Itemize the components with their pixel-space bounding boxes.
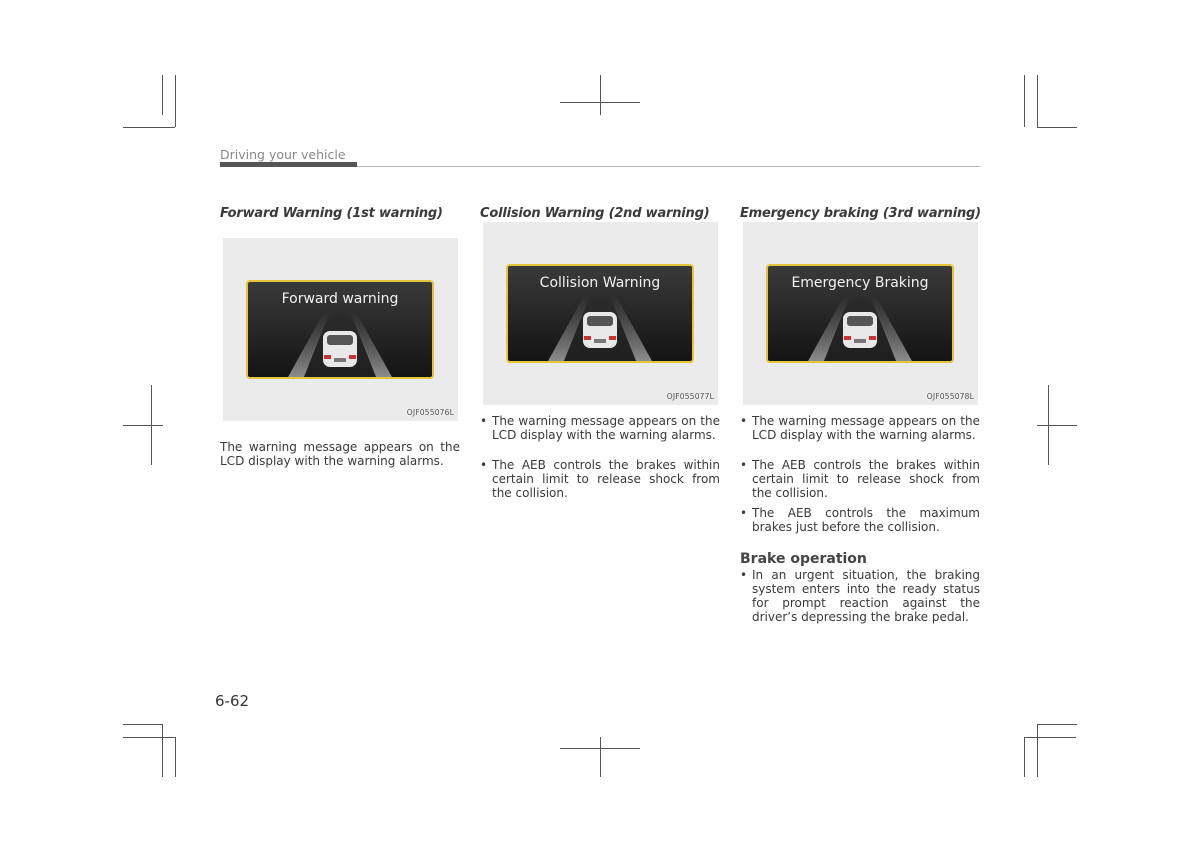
page-number: 6-62 xyxy=(215,692,250,710)
column-2-title: Collision Warning (2nd warning) xyxy=(480,206,710,221)
lcd-message: Emergency Braking xyxy=(791,275,929,291)
bullet-item: • The AEB controls the brakes within certain limit to release shock from the collision. xyxy=(480,458,720,500)
lcd-message: Forward warning xyxy=(281,291,399,307)
bullet-item: • The AEB controls the maximum brakes just before the collision. xyxy=(740,506,980,534)
car-lanes-icon xyxy=(768,266,952,361)
header-bar xyxy=(220,162,357,167)
car-lanes-icon xyxy=(508,266,692,361)
figure-forward-warning xyxy=(223,238,458,421)
bullet-item: • The warning message appears on the LCD display with the warning alarms. xyxy=(740,414,980,442)
car-lanes-icon xyxy=(248,282,432,377)
bullet-item: • The AEB controls the brakes within certain limit to release shock from the collision. xyxy=(740,458,980,500)
lcd-display xyxy=(506,264,694,363)
subheading-brake-operation: Brake operation xyxy=(740,551,867,567)
section-header: Driving your vehicle xyxy=(220,147,346,162)
figure-code: OJF055077L xyxy=(666,392,714,401)
paragraph-forward-warning: The warning message appears on the LCD display with the warning alarms. xyxy=(220,440,460,468)
column-3-title: Emergency braking (3rd warning) xyxy=(740,206,981,221)
column-1-title: Forward Warning (1st warning) xyxy=(220,206,443,221)
figure-emergency-braking xyxy=(743,222,978,405)
lcd-message: Collision Warning xyxy=(539,275,661,291)
figure-code: OJF055078L xyxy=(926,392,974,401)
bullet-item: • In an urgent situation, the braking system enters into the ready status for prompt reaction against the driver’s depressing the brake pedal. xyxy=(740,568,980,624)
figure-code: OJF055076L xyxy=(406,408,454,417)
bullet-item: • The warning message appears on the LCD display with the warning alarms. xyxy=(480,414,720,442)
lcd-display xyxy=(246,280,434,379)
figure-collision-warning xyxy=(483,222,718,405)
header-rule xyxy=(357,166,980,167)
lcd-display xyxy=(766,264,954,363)
